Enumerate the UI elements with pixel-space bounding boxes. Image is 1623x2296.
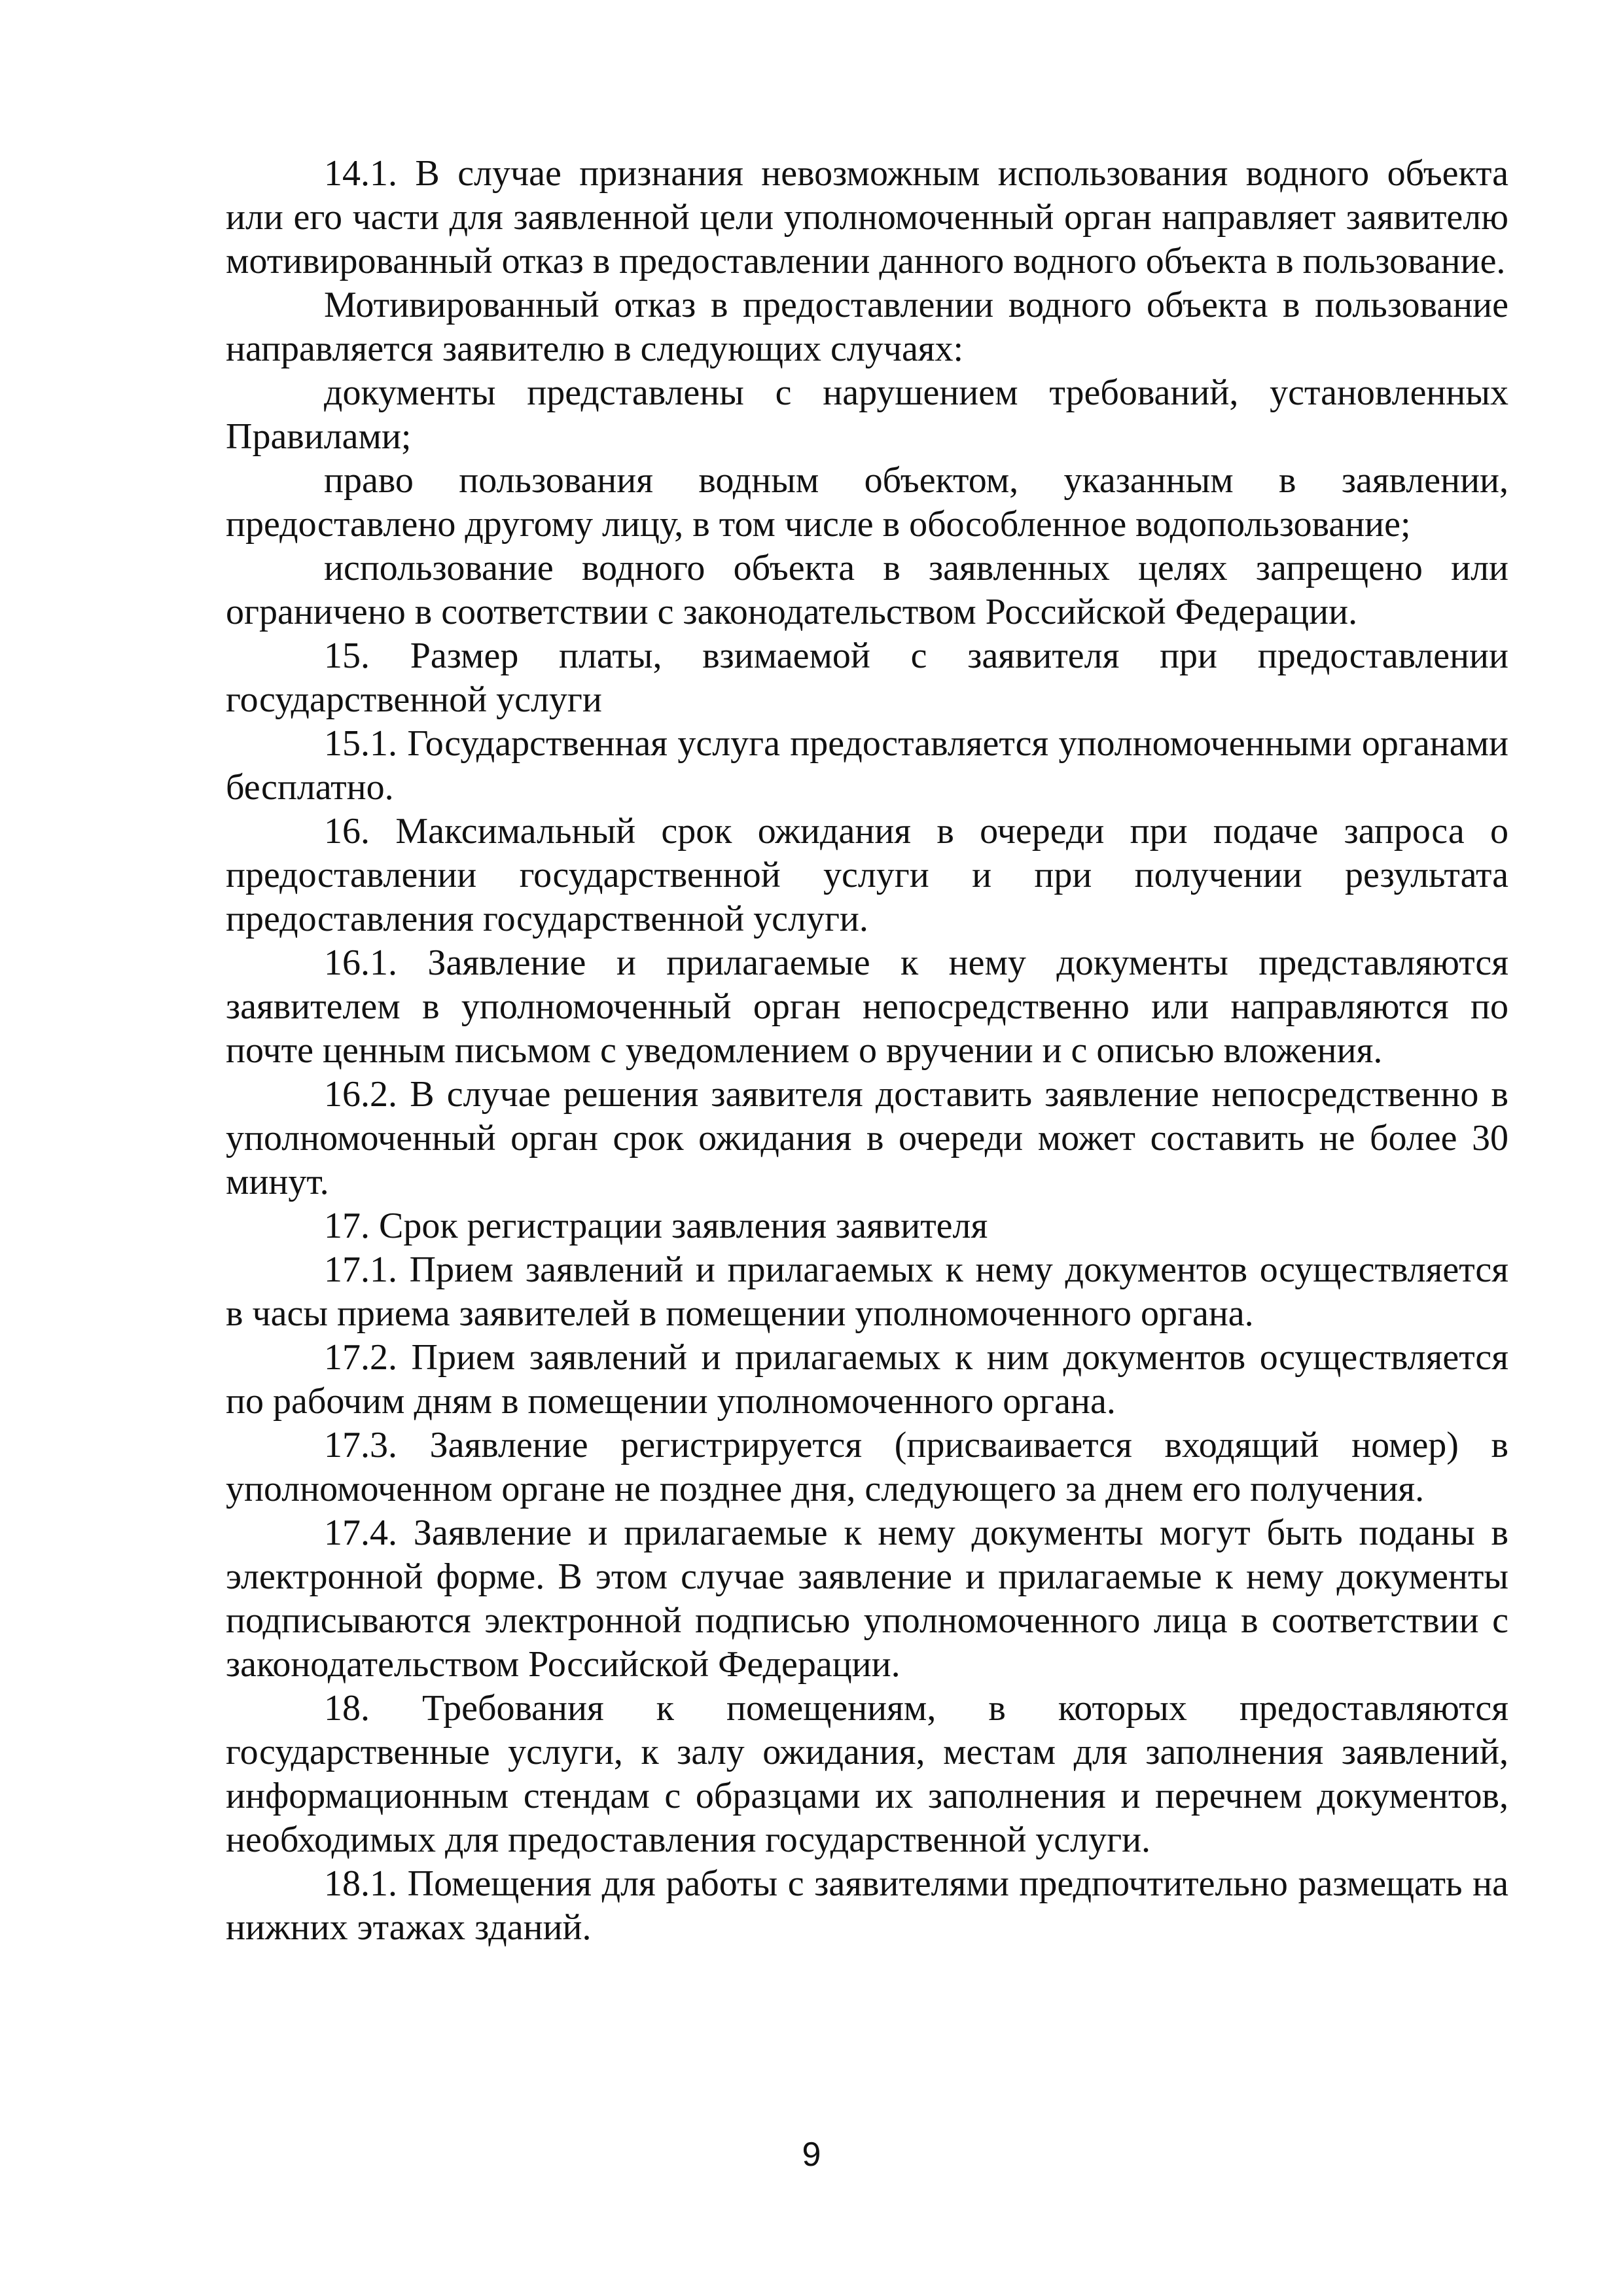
paragraph-16: 16. Максимальный срок ожидания в очереди при подаче запроса о предоставлении государственной услуги и при получении результата предоставления государственной услуги.: [226, 811, 1508, 939]
paragraph-18-1: 18.1. Помещения для работы с заявителями предпочтительно размещать на нижних этажах зданий.: [226, 1863, 1508, 1948]
page-number: 9: [802, 2136, 821, 2174]
paragraph-15-1: 15.1. Государственная услуга предоставляется уполномоченными органами бесплатно.: [226, 723, 1508, 808]
paragraph-14-1: 14.1. В случае признания невозможным использования водного объекта или его части для заявленной цели уполномоченный орган направляет заявителю мотивированный отказ в предоставлении данного водного объекта в пользование.: [226, 153, 1508, 281]
document-body: [226, 152, 1508, 1950]
paragraph-case-documents: документы представлены с нарушением требований, установленных Правилами;: [226, 372, 1508, 457]
paragraph-16-1: 16.1. Заявление и прилагаемые к нему документы представляются заявителем в уполномоченный орган непосредственно или направляются по почте ценным письмом с уведомлением о вручении и с описью вложения.: [226, 942, 1508, 1071]
paragraph-18: 18. Требования к помещениям, в которых предоставляются государственные услуги, к залу ожидания, местам для заполнения заявлений, информационным стендам с образцами их заполнения и перечнем документов, необходимых для предоставления государственной услуги.: [226, 1688, 1508, 1860]
paragraph-17-1: 17.1. Прием заявлений и прилагаемых к нему документов осуществляется в часы приема заявителей в помещении уполномоченного органа.: [226, 1249, 1508, 1334]
paragraph-16-2: 16.2. В случае решения заявителя доставить заявление непосредственно в уполномоченный орган срок ожидания в очереди может составить не более 30 минут.: [226, 1074, 1508, 1202]
paragraph-case-prohibited: использование водного объекта в заявленных целях запрещено или ограничено в соответствии с законодательством Российской Федерации.: [226, 548, 1508, 632]
paragraph-refusal-cases: Мотивированный отказ в предоставлении водного объекта в пользование направляется заявителю в следующих случаях:: [226, 285, 1508, 369]
paragraph-17: 17. Срок регистрации заявления заявителя: [324, 1206, 988, 1246]
paragraph-case-other-person: право пользования водным объектом, указанным в заявлении, предоставлено другому лицу, в том числе в обособленное водопользование;: [226, 460, 1508, 545]
paragraph-17-2: 17.2. Прием заявлений и прилагаемых к ним документов осуществляется по рабочим дням в помещении уполномоченного органа.: [226, 1337, 1508, 1422]
paragraph-17-3: 17.3. Заявление регистрируется (присваивается входящий номер) в уполномоченном органе не позднее дня, следующего за днем его получения.: [226, 1425, 1508, 1509]
paragraph-15: 15. Размер платы, взимаемой с заявителя при предоставлении государственной услуги: [226, 636, 1508, 720]
paragraph-17-4: 17.4. Заявление и прилагаемые к нему документы могут быть поданы в электронной форме. В этом случае заявление и прилагаемые к нему документы подписываются электронной подписью уполномоченного лица в соответствии с законодательством Российской Федерации.: [226, 1513, 1508, 1685]
